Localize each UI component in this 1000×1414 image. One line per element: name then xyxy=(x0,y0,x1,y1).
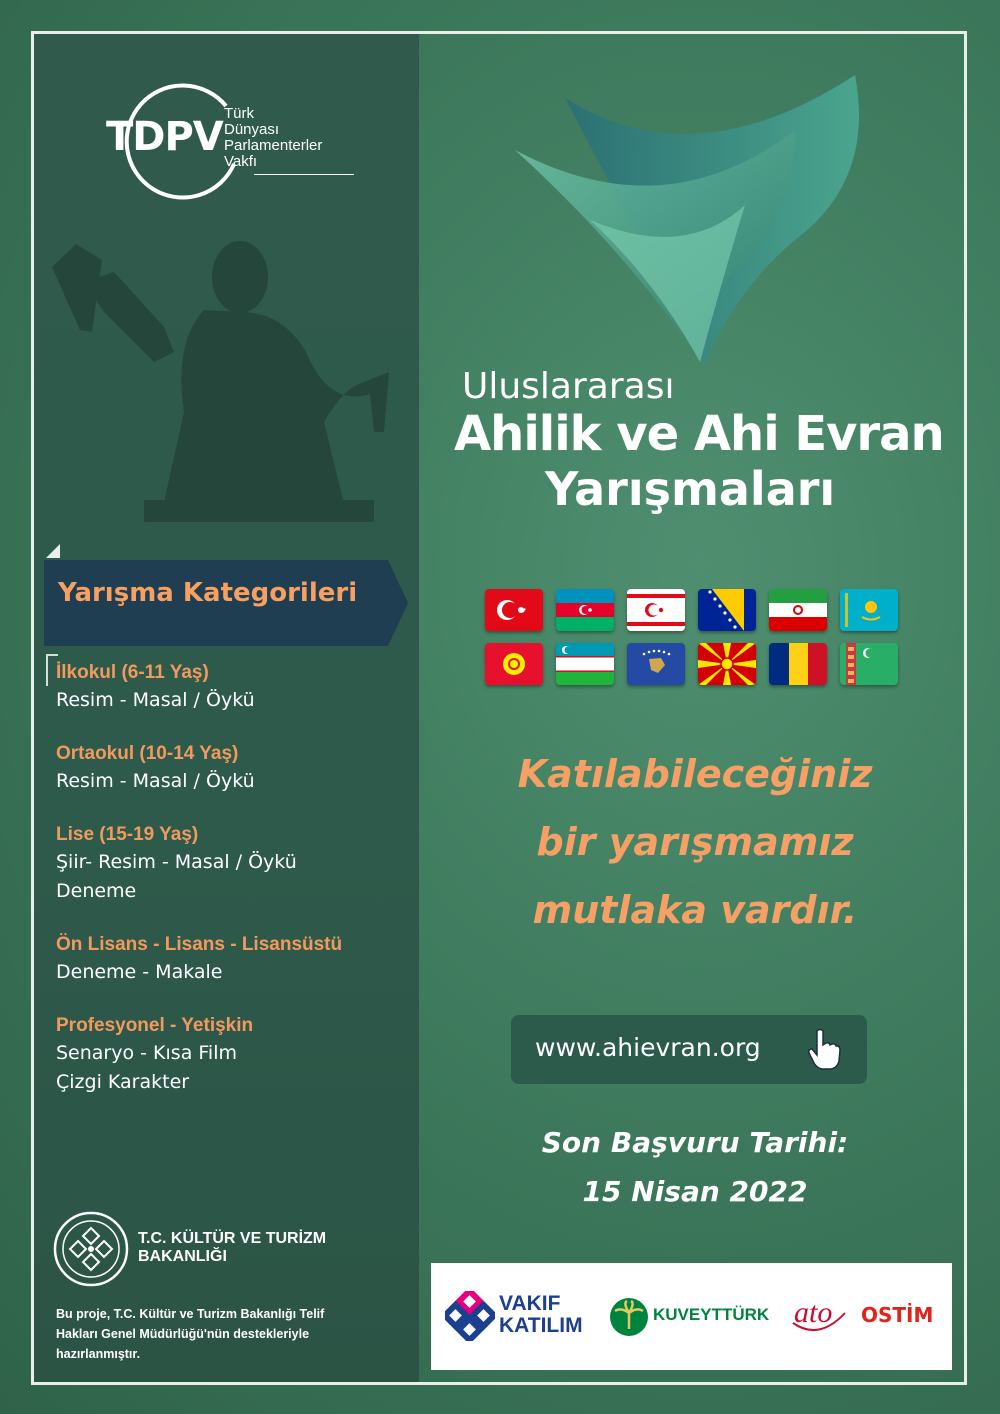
kyrgyzstan-flag xyxy=(485,643,543,685)
sponsors-bar xyxy=(431,1263,952,1370)
logo-line: Dünyası xyxy=(224,121,280,138)
logo-line: Türk xyxy=(224,105,254,122)
ato-logo: ato xyxy=(794,1296,833,1329)
ministry-name-line: T.C. KÜLTÜR VE TURİZM xyxy=(138,1230,327,1247)
slogan-line: bir yarışmamız xyxy=(536,820,854,864)
ahi-evran-statue-icon xyxy=(44,222,394,524)
categories-list xyxy=(56,660,406,1123)
title-line-1: Uluslararası xyxy=(462,366,675,407)
kosovo-flag xyxy=(627,643,685,685)
category-heading: Ortaokul (10-14 Yaş) xyxy=(56,743,239,764)
vakif-line: VAKIF xyxy=(499,1292,561,1315)
category-detail: Resim - Masal / Öykü xyxy=(56,689,255,711)
category-heading: Lise (15-19 Yaş) xyxy=(56,824,199,845)
slogan-line: mutlaka vardır. xyxy=(532,888,858,932)
website-url[interactable]: www.ahievran.org xyxy=(535,1033,761,1062)
romania-flag xyxy=(769,643,827,685)
logo-underline xyxy=(254,174,354,175)
ministry-emblem-icon xyxy=(52,1210,130,1288)
uzbekistan-flag xyxy=(556,643,614,685)
northern-cyprus-flag xyxy=(627,589,685,631)
category-item xyxy=(56,1013,406,1097)
ministry-name xyxy=(138,1230,326,1266)
ato-swoosh-icon xyxy=(789,1293,849,1339)
category-detail: Çizgi Karakter xyxy=(56,1071,190,1093)
categories-title: Yarışma Kategorileri xyxy=(58,578,358,608)
category-heading: Profesyonel - Yetişkin xyxy=(56,1015,254,1036)
logo-text xyxy=(224,106,354,175)
iran-flag xyxy=(769,589,827,631)
kuveytturk-palm-icon xyxy=(609,1297,649,1337)
category-detail: Senaryo - Kısa Film xyxy=(56,1042,237,1064)
north-macedonia-flag xyxy=(698,643,756,685)
corner-triangle-icon xyxy=(46,544,60,558)
vakif-katilim-logo-icon xyxy=(445,1291,495,1341)
pointer-hand-icon xyxy=(807,1027,841,1071)
turkmenistan-flag xyxy=(840,643,898,685)
azerbaijan-flag xyxy=(556,589,614,631)
slogan xyxy=(440,740,950,944)
tdpv-logo xyxy=(106,74,356,204)
ahi-v-emblem-icon xyxy=(495,70,875,370)
category-detail: Resim - Masal / Öykü xyxy=(56,770,255,792)
deadline-date: 15 Nisan 2022 xyxy=(582,1175,808,1208)
category-item xyxy=(56,741,406,796)
support-note: Bu proje, T.C. Kültür ve Turizm Bakanlığı Telif Hakları Genel Müdürlüğü'nün destekleriyle hazırlanmıştır. xyxy=(56,1307,325,1361)
category-detail: Deneme xyxy=(56,880,137,902)
website-link[interactable] xyxy=(511,1015,867,1084)
vakif-katilim-logo xyxy=(499,1293,583,1337)
category-detail: Deneme - Makale xyxy=(56,961,223,983)
categories-banner xyxy=(44,560,408,646)
category-item xyxy=(56,932,406,987)
deadline-label: Son Başvuru Tarihi: xyxy=(541,1126,849,1159)
title-line-3: Yarışmaları xyxy=(545,462,836,516)
category-heading: Ön Lisans - Lisans - Lisansüstü xyxy=(56,934,343,955)
ministry-logo xyxy=(52,1210,382,1290)
logo-mark: TDPV xyxy=(106,114,223,160)
category-item xyxy=(56,660,406,715)
kazakhstan-flag xyxy=(840,589,898,631)
category-detail: Şiir- Resim - Masal / Öykü xyxy=(56,851,297,873)
title-line-2: Ahilik ve Ahi Evran xyxy=(454,406,944,462)
turkey-flag xyxy=(485,589,543,631)
katilim-line: KATILIM xyxy=(499,1314,583,1337)
category-heading: İlkokul (6-11 Yaş) xyxy=(56,662,209,683)
slogan-line: Katılabileceğiniz xyxy=(517,752,873,796)
ostim-logo: OSTİM xyxy=(861,1303,934,1327)
kuveytturk-logo: KUVEYTTÜRK xyxy=(653,1305,770,1324)
bosnia-herzegovina-flag xyxy=(698,589,756,631)
ministry-name-line: BAKANLIĞI xyxy=(138,1248,227,1265)
category-item xyxy=(56,822,406,906)
logo-line: Vakfı xyxy=(224,153,258,170)
logo-line: Parlamenterler xyxy=(224,137,323,154)
